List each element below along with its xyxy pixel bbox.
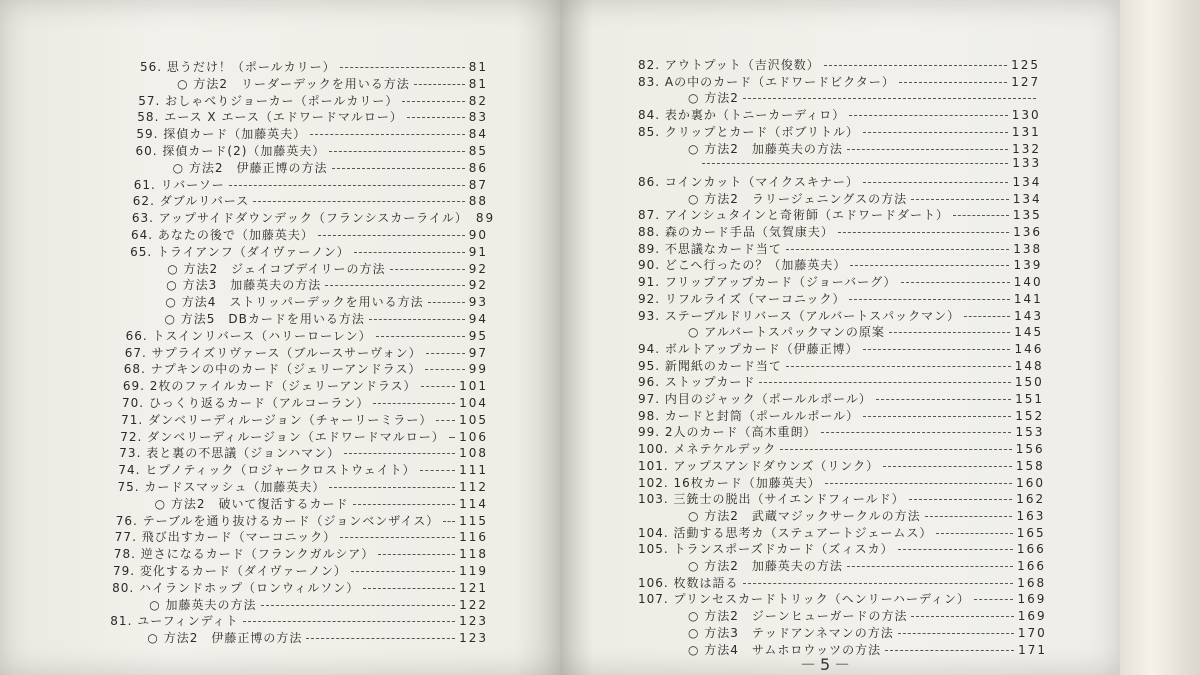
toc-entry-title: ○ 方法2 加藤英夫の方法 xyxy=(688,140,843,157)
dot-leader xyxy=(786,366,1011,367)
toc-entry xyxy=(113,562,488,579)
toc-entry-title: ○ 方法2 xyxy=(688,89,739,106)
dot-leader xyxy=(344,453,455,454)
toc-entry-title: 106. 枚数は語る xyxy=(638,575,739,590)
toc-page-number: 134 xyxy=(1012,174,1042,189)
dot-leader xyxy=(964,316,1010,317)
toc-entry-title: 86. コインカット（マイクスキナー） xyxy=(638,174,859,189)
toc-entry xyxy=(638,123,1041,140)
toc-page-number: 86 xyxy=(468,160,488,175)
toc-entry xyxy=(136,142,489,159)
toc-entry-title: 63. アップサイドダウンデック（フランシスカーライル） xyxy=(131,211,468,226)
dot-leader xyxy=(402,101,464,102)
toc-entry xyxy=(124,360,488,377)
toc-entry-title: 60. 探偵カード(2)（加藤英夫） xyxy=(135,144,326,158)
toc-page-number: 89 xyxy=(475,211,496,226)
toc-entry-title: 107. プリンセスカードトリック（ヘンリーハーディン） xyxy=(638,592,971,607)
toc-subentry xyxy=(173,159,488,176)
toc-subentry xyxy=(166,276,488,293)
dot-leader xyxy=(759,382,1010,383)
left-toc-list xyxy=(0,0,560,675)
dot-leader xyxy=(318,235,465,236)
toc-entry xyxy=(638,390,1044,407)
dot-leader xyxy=(329,487,455,488)
toc-page-number: 141 xyxy=(1013,291,1043,306)
toc-entry-title: ○ 方法2 加藤英夫の方法 xyxy=(688,557,843,574)
toc-page-number: 101 xyxy=(459,379,488,394)
toc-entry-title: 61. リバーソー xyxy=(133,177,225,192)
dot-leader xyxy=(373,403,455,404)
toc-page-number: 135 xyxy=(1012,208,1042,223)
dot-leader xyxy=(898,549,1013,550)
dot-leader xyxy=(376,336,465,337)
toc-page-number: 94 xyxy=(468,312,488,326)
toc-entry-title: ○ 方法4 ストリッパーデックを用いる方法 xyxy=(165,293,423,310)
left-page xyxy=(0,0,560,675)
toc-page-number: 92 xyxy=(468,278,488,293)
toc-entry-title: 64. あなたの後で（加藤英夫） xyxy=(131,228,314,242)
toc-entry-title: 57. おしゃべりジョーカー（ポールカリー） xyxy=(138,93,399,108)
toc-entry xyxy=(119,444,488,461)
toc-subentry xyxy=(688,507,1045,524)
toc-page-number: 127 xyxy=(1011,74,1041,89)
toc-page-number: 170 xyxy=(1017,625,1047,640)
dot-leader xyxy=(407,117,465,118)
toc-page-number: 91 xyxy=(468,244,488,259)
toc-entry-title: 83. Aの中のカード（エドワードビクター） xyxy=(638,74,895,89)
toc-page-number: 95 xyxy=(468,328,488,343)
dot-leader xyxy=(863,349,1011,350)
dot-leader xyxy=(449,437,455,438)
toc-entry xyxy=(638,574,1046,591)
toc-page-number: 162 xyxy=(1016,492,1046,507)
toc-entry-title: 67. サプライズリヴァース（ブルースサーヴォン） xyxy=(124,345,422,360)
toc-page-number: 171 xyxy=(1018,642,1047,657)
dot-leader xyxy=(390,269,465,270)
dot-leader xyxy=(850,265,1009,266)
dot-leader xyxy=(378,554,455,555)
dot-leader xyxy=(825,483,1012,484)
toc-entry-title: 72. ダンベリーディルージョン（エドワードマルロー） xyxy=(120,429,445,444)
toc-subentry xyxy=(688,624,1047,641)
dot-leader xyxy=(340,67,465,68)
toc-entry xyxy=(120,428,488,445)
toc-page-number: 116 xyxy=(459,530,488,545)
toc-page-number: 133 xyxy=(1012,156,1042,171)
dot-leader xyxy=(885,650,1014,651)
toc-entry xyxy=(136,125,488,142)
dot-leader xyxy=(863,132,1008,133)
page-number: －5－ xyxy=(800,655,855,674)
toc-entry xyxy=(138,92,488,109)
toc-entry-title: 77. 飛び出すカード（マーコニック） xyxy=(114,530,337,545)
toc-entry xyxy=(126,327,488,344)
dot-leader xyxy=(909,499,1013,500)
dot-leader xyxy=(953,215,1009,216)
toc-entry xyxy=(112,579,488,596)
toc-entry xyxy=(134,176,488,193)
toc-page-number: 152 xyxy=(1015,408,1045,423)
dot-leader xyxy=(261,605,456,606)
dot-leader xyxy=(310,134,464,135)
toc-entry-title: 73. 表と裏の不思議（ジョンハマン） xyxy=(119,446,341,461)
toc-entry xyxy=(118,461,488,478)
dot-leader xyxy=(889,332,1010,333)
toc-entry-title: 103. 三銃士の脱出（サイエンドフィールド） xyxy=(638,492,905,507)
toc-subentry xyxy=(177,75,488,92)
toc-entry-title: 87. アインシュタインと奇術師（エドワードダート） xyxy=(638,208,950,223)
toc-entry xyxy=(131,226,488,243)
toc-entry xyxy=(638,206,1042,223)
toc-entry-title: 68. ナプキンの中のカード（ジェリーアンドラス） xyxy=(123,362,422,377)
toc-subentry xyxy=(165,293,488,310)
toc-entry-title: 62. ダブルリバース xyxy=(132,194,250,209)
toc-entry xyxy=(638,290,1043,307)
dot-leader xyxy=(340,537,455,538)
toc-page-number: 139 xyxy=(1013,258,1043,273)
toc-entry xyxy=(638,106,1041,123)
toc-page-number: 138 xyxy=(1013,241,1043,256)
toc-entry-title: ○ 方法3 加藤英夫の方法 xyxy=(166,276,321,293)
toc-entry xyxy=(121,411,488,428)
toc-entry-title: 71. ダンベリーディルージョン（チャーリーミラー） xyxy=(121,412,433,427)
toc-subentry xyxy=(688,190,1042,207)
toc-entry xyxy=(638,340,1043,357)
dot-leader xyxy=(428,302,465,303)
toc-entry-title: 76. テーブルを通り抜けるカード（ジョンベンザイス） xyxy=(115,513,440,528)
dot-leader xyxy=(353,504,456,505)
dot-leader xyxy=(847,566,1013,567)
dot-leader xyxy=(898,633,1014,634)
toc-page-number: 151 xyxy=(1015,392,1044,406)
toc-page-number: 93 xyxy=(468,295,488,310)
toc-entry-title: ○ 方法3 テッドアンネマンの方法 xyxy=(688,624,894,641)
toc-page-number: 104 xyxy=(459,396,488,410)
dot-leader xyxy=(863,416,1011,417)
dot-leader xyxy=(329,151,464,152)
toc-entry-title: 80. ハイランドホップ（ロンウィルソン） xyxy=(112,580,360,595)
dot-leader xyxy=(974,599,1013,600)
toc-page-number: 143 xyxy=(1014,308,1043,323)
toc-page-number: 82 xyxy=(468,93,488,108)
toc-page-number: 122 xyxy=(459,597,488,612)
toc-page-number: 99 xyxy=(468,362,488,377)
toc-entry xyxy=(140,58,488,75)
dot-leader xyxy=(876,399,1011,400)
toc-page-number: 118 xyxy=(459,547,488,562)
dot-leader xyxy=(354,252,465,253)
dot-leader xyxy=(253,201,464,202)
toc-entry xyxy=(698,156,1041,170)
toc-page-number: 125 xyxy=(1011,58,1040,72)
right-page xyxy=(560,0,1120,675)
toc-entry xyxy=(638,357,1044,374)
toc-entry-title: 66. トスインリバース（ハリーローレン） xyxy=(125,328,372,343)
dot-leader xyxy=(414,84,465,85)
toc-entry-title: 93. ステープルドリバース（アルバートスパックマン） xyxy=(638,308,961,323)
toc-page-number: 119 xyxy=(459,564,488,578)
toc-page-number: 166 xyxy=(1016,542,1046,557)
toc-entry-title: 101. アップスアンドダウンズ（リンク） xyxy=(638,458,880,473)
toc-entry xyxy=(110,612,488,629)
toc-entry-title: ○ 加藤英夫の方法 xyxy=(149,596,256,613)
toc-page-number: 132 xyxy=(1012,141,1041,156)
toc-page-number: 106 xyxy=(459,429,488,444)
toc-page-number: 148 xyxy=(1014,358,1044,373)
toc-page-number: 114 xyxy=(459,496,488,511)
toc-entry-title: ○ 方法2 ラリージェニングスの方法 xyxy=(688,190,907,207)
dot-leader xyxy=(849,115,1007,116)
toc-page-number: 160 xyxy=(1016,475,1045,490)
toc-entry xyxy=(122,394,488,411)
toc-entry-title: 98. カードと封筒（ポールルポール） xyxy=(638,408,860,423)
toc-entry-title: 105. トランスポーズドカード（ズィスカ） xyxy=(638,542,894,557)
dot-leader xyxy=(743,98,1036,99)
dot-leader xyxy=(786,249,1009,250)
toc-entry-title: 99. 2人のカード（高木重朗） xyxy=(638,425,817,440)
toc-page-number: 92 xyxy=(468,261,488,276)
toc-entry-title: 90. どこへ行ったの？（加藤英夫） xyxy=(638,258,847,273)
toc-entry-title: 70. ひっくり返るカード（アルコーラン） xyxy=(122,396,370,410)
toc-entry-title: 69. 2枚のファイルカード（ジェリーアンドラス） xyxy=(122,379,417,394)
toc-entry xyxy=(137,108,488,125)
dot-leader xyxy=(702,163,1008,164)
toc-page-number: 112 xyxy=(459,480,488,494)
dot-leader xyxy=(425,369,464,370)
toc-entry-title: 92. リフルライズ（マーコニック） xyxy=(638,291,846,306)
toc-page-number: 88 xyxy=(468,194,488,209)
dot-leader xyxy=(901,282,1010,283)
toc-page-number: 136 xyxy=(1013,225,1042,239)
toc-entry xyxy=(638,273,1043,290)
dot-leader xyxy=(332,168,465,169)
dot-leader xyxy=(743,583,1014,584)
toc-entry-title: ○ 方法2 リーダーデックを用いる方法 xyxy=(177,75,410,92)
toc-subentry xyxy=(688,323,1043,340)
toc-entry xyxy=(638,474,1045,491)
toc-entry xyxy=(638,256,1042,273)
dot-leader xyxy=(243,621,455,622)
toc-page-number: 85 xyxy=(468,144,488,158)
toc-entry-title: 89. 不思議なカード当て xyxy=(638,241,782,256)
dot-leader xyxy=(351,571,455,572)
dot-leader xyxy=(780,449,1011,450)
toc-entry xyxy=(638,240,1042,257)
toc-page-number: 131 xyxy=(1011,124,1041,139)
toc-page-number: 156 xyxy=(1015,442,1045,457)
book-page-edge xyxy=(1120,0,1200,675)
dot-leader xyxy=(936,533,1012,534)
toc-entry xyxy=(638,307,1043,324)
toc-entry-title: 97. 内目のジャック（ポールルポール） xyxy=(638,392,872,406)
toc-page-number: 81 xyxy=(468,76,488,91)
toc-page-number: 163 xyxy=(1016,508,1046,523)
toc-subentry xyxy=(155,495,488,512)
toc-entry-title: ○ 方法4 サムホロウッツの方法 xyxy=(688,641,881,658)
toc-page-number: 166 xyxy=(1017,559,1046,573)
dot-leader xyxy=(426,353,465,354)
toc-entry-title: 59. 探偵カード（加藤英夫） xyxy=(136,127,307,142)
toc-entry xyxy=(638,407,1044,424)
dot-leader xyxy=(838,232,1009,233)
right-toc-list xyxy=(560,0,1120,675)
toc-page-number: 169 xyxy=(1017,609,1047,624)
toc-page-number: 150 xyxy=(1014,375,1044,390)
dot-leader xyxy=(863,182,1009,183)
toc-entry-title: ○ 方法2 伊藤正博の方法 xyxy=(173,159,328,176)
toc-entry-title: 104. 活動する思考カ（ステュアートジェームス） xyxy=(638,525,933,540)
toc-entry xyxy=(638,490,1045,507)
dot-leader xyxy=(883,466,1012,467)
toc-entry-title: 79. 変化するカード（ダイヴァーノン） xyxy=(113,564,347,578)
toc-page-number: 121 xyxy=(459,580,488,595)
toc-page-number: 145 xyxy=(1014,325,1044,340)
dot-leader xyxy=(911,616,1013,617)
toc-subentry xyxy=(149,596,488,613)
toc-entry-title: 56. 思うだけ！（ポールカリー） xyxy=(140,60,336,74)
toc-entry-title: ○ 方法5 DBカードを用いる方法 xyxy=(165,310,365,327)
dot-leader xyxy=(821,432,1012,433)
toc-entry-title: ○ アルバートスパックマンの原案 xyxy=(688,323,885,340)
toc-page-number: 87 xyxy=(468,177,488,192)
toc-page-number: 134 xyxy=(1012,191,1042,206)
toc-entry-title: 88. 森のカード手品（気賀康夫） xyxy=(638,225,834,239)
toc-page-number: 123 xyxy=(459,614,488,629)
toc-page-number: 84 xyxy=(468,127,488,142)
toc-subentry xyxy=(688,89,1040,106)
toc-entry-title: 58. エース X エース（エドワードマルロー） xyxy=(137,110,403,125)
dot-leader xyxy=(925,516,1013,517)
toc-page-number: 90 xyxy=(468,228,488,242)
dot-leader xyxy=(443,521,455,522)
dot-leader xyxy=(229,185,465,186)
dot-leader xyxy=(325,285,464,286)
toc-entry xyxy=(638,223,1042,240)
dot-leader xyxy=(421,386,456,387)
toc-page-number: 83 xyxy=(468,110,488,125)
toc-entry-title: 75. カードスマッシュ（加藤英夫） xyxy=(117,480,326,494)
toc-entry xyxy=(123,377,488,394)
toc-entry xyxy=(638,524,1046,541)
toc-subentry xyxy=(688,557,1046,574)
toc-page-number: 105 xyxy=(459,412,488,427)
toc-entry-title: 96. ストップカード xyxy=(638,375,756,390)
toc-entry xyxy=(130,243,488,260)
toc-entry-title: 94. ボルトアップカード（伊藤正博） xyxy=(638,341,859,356)
toc-entry-title: ○ 方法2 ジェイコブデイリーの方法 xyxy=(167,260,385,277)
toc-subentry xyxy=(165,310,489,327)
toc-entry-title: 82. アウトプット（吉沢俊数） xyxy=(638,58,820,72)
dot-leader xyxy=(369,319,465,320)
toc-entry xyxy=(116,512,488,529)
toc-entry-title: 78. 逆さになるカード（フランクガルシア） xyxy=(113,547,375,562)
toc-entry-title: ○ 方法2 破いて復活するカード xyxy=(155,495,349,512)
toc-page-number: 115 xyxy=(459,513,488,528)
toc-page-number: 146 xyxy=(1014,341,1044,356)
toc-entry-title: ○ 方法2 ジーンヒューガードの方法 xyxy=(688,607,907,624)
dot-leader xyxy=(847,149,1008,150)
toc-subentry xyxy=(167,260,488,277)
toc-page-number: 123 xyxy=(459,631,488,646)
toc-entry xyxy=(114,545,488,562)
toc-entry xyxy=(115,528,488,545)
toc-entry-title: 91. フリップアップカード（ジョーバーグ） xyxy=(638,275,897,290)
toc-entry-title: 84. 表か裏か（トニーカーディロ） xyxy=(638,108,846,123)
toc-subentry xyxy=(688,641,1047,658)
dot-leader xyxy=(911,199,1009,200)
toc-entry xyxy=(638,590,1046,607)
toc-subentry xyxy=(688,140,1041,157)
toc-entry-title: ○ 方法2 武蔵マジックサークルの方法 xyxy=(688,507,921,524)
toc-page-number: 97 xyxy=(468,345,488,360)
toc-page-number: 169 xyxy=(1017,592,1047,607)
toc-page-number: 81 xyxy=(468,60,488,74)
dot-leader xyxy=(306,638,455,639)
toc-entry xyxy=(638,457,1045,474)
toc-entry-title: 95. 新聞紙のカード当て xyxy=(638,358,782,373)
toc-entry-title: 85. クリップとカード（ボブリトル） xyxy=(638,124,859,139)
toc-entry-title: 65. トライアンフ（ダイヴァーノン） xyxy=(130,244,350,259)
dot-leader xyxy=(420,470,455,471)
toc-page-number: 130 xyxy=(1011,108,1041,123)
toc-entry xyxy=(638,173,1041,190)
toc-entry-title: 81. ユーフィンディト xyxy=(110,614,239,629)
toc-entry-title: ○ 方法2 伊藤正博の方法 xyxy=(147,629,302,646)
toc-subentry xyxy=(688,607,1047,624)
toc-page-number: 165 xyxy=(1016,525,1046,540)
toc-page-number: 158 xyxy=(1015,458,1045,473)
toc-entry xyxy=(131,209,496,226)
toc-entry-title: 100. メネテケルデック xyxy=(638,442,777,457)
toc-entry-title: 74. ヒプノティック（ロジャークロストウェイト） xyxy=(118,463,416,478)
toc-page-number: 168 xyxy=(1017,575,1047,590)
toc-entry xyxy=(638,540,1046,557)
toc-entry xyxy=(118,478,489,495)
toc-page-number: 140 xyxy=(1013,275,1043,290)
toc-entry xyxy=(133,192,488,209)
dot-leader xyxy=(436,420,455,421)
toc-entry xyxy=(125,344,488,361)
toc-subentry xyxy=(147,629,488,646)
dot-leader xyxy=(849,299,1009,300)
toc-page-number: 153 xyxy=(1015,425,1045,440)
toc-page-number: 108 xyxy=(459,446,488,461)
toc-entry-title: 102. 16枚カード（加藤英夫） xyxy=(638,475,821,490)
toc-page-number: 111 xyxy=(459,463,488,478)
toc-entry xyxy=(638,423,1044,440)
toc-entry xyxy=(638,73,1040,90)
dot-leader xyxy=(899,82,1007,83)
dot-leader xyxy=(363,588,455,589)
toc-entry xyxy=(638,440,1045,457)
toc-entry xyxy=(638,373,1044,390)
toc-entry xyxy=(638,56,1040,73)
dot-leader xyxy=(824,65,1007,66)
